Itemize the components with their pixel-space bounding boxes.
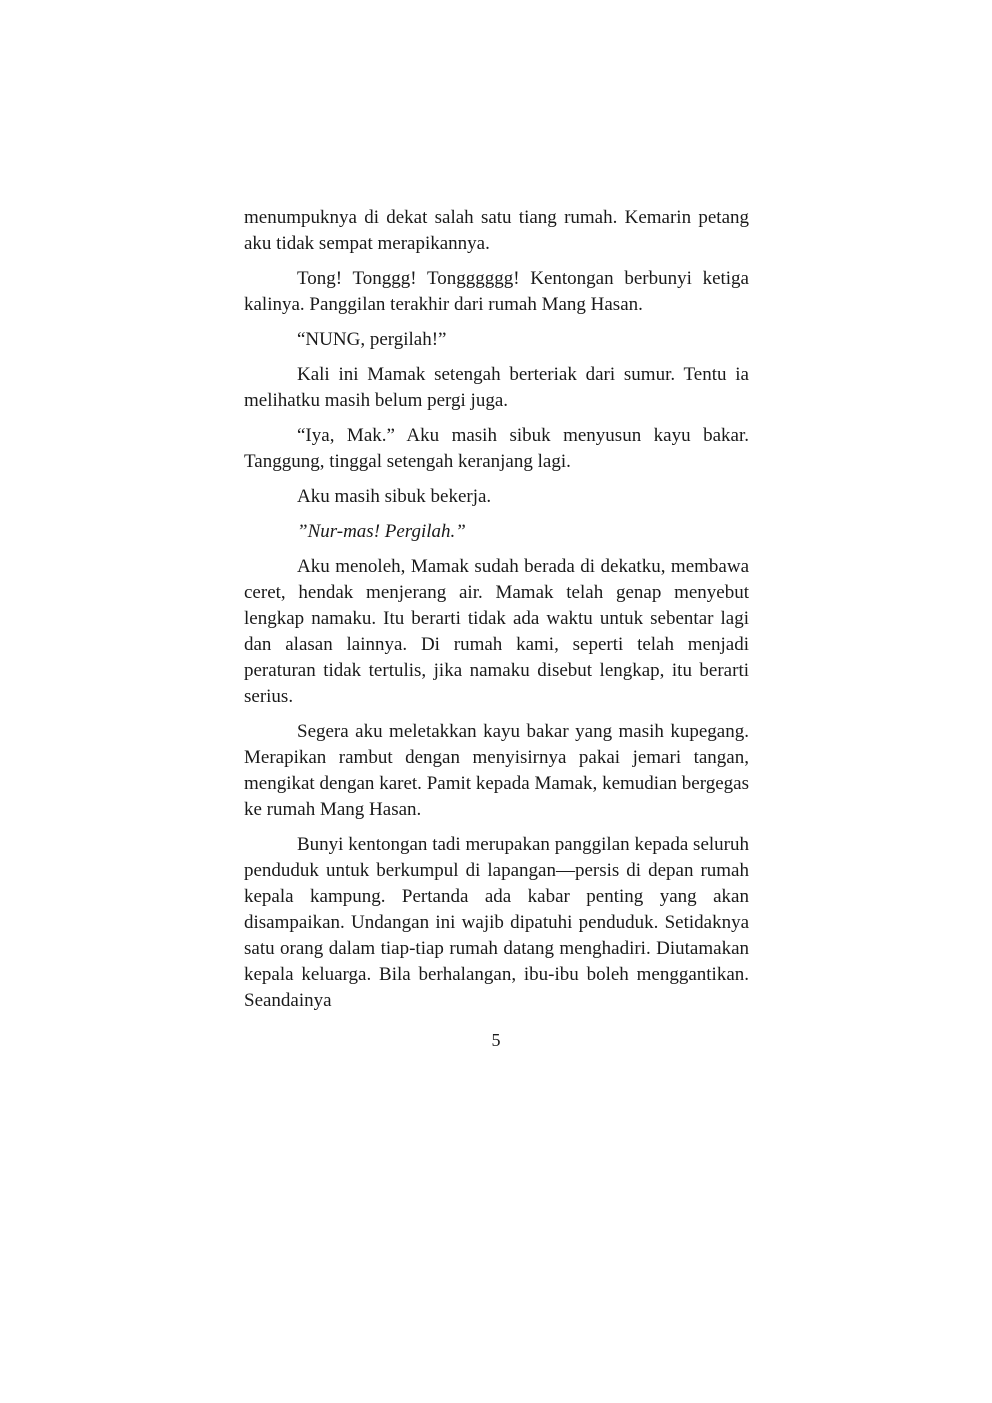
paragraph-kentongan: Tong! Tonggg! Tongggggg! Kentongan berbunyi ketiga kalinya. Panggilan terakhir dari rumah Mang Hasan. bbox=[244, 268, 749, 315]
paragraph-segera: Segera aku meletakkan kayu bakar yang masih kupegang. Merapikan rambut dengan menyisirnya pakai jemari tangan, mengikat dengan karet. Pamit kepada Mamak, kemudian bergegas ke rumah Mang Hasan. bbox=[244, 721, 749, 820]
paragraph-mamak-sumur: Kali ini Mamak setengah berteriak dari sumur. Tentu ia melihatku masih belum pergi juga. bbox=[244, 364, 749, 411]
paragraph-continuation: menumpuknya di dekat salah satu tiang rumah. Kemarin petang aku tidak sempat merapikannya. bbox=[244, 207, 749, 254]
paragraph-bunyi-kentongan: Bunyi kentongan tadi merupakan panggilan kepada seluruh penduduk untuk berkumpul di lapangan—persis di depan rumah kepala kampung. Pertanda ada kabar penting yang akan disampaikan. Undangan ini wajib dipatuhi penduduk. Setidaknya satu orang dalam tiap-tiap rumah datang menghadiri. Diutamakan kepala keluarga. Bila berhalangan, ibu-ibu boleh menggantikan. Seandainya bbox=[244, 834, 749, 1011]
page-number: 5 bbox=[491, 1030, 501, 1050]
paragraph-sibuk: Aku masih sibuk bekerja. bbox=[297, 486, 492, 507]
dialogue-nurmas: ”Nur-mas! Pergilah.” bbox=[297, 521, 466, 542]
dialogue-nung: “NUNG, pergilah!” bbox=[297, 329, 447, 350]
paragraph-menoleh: Aku menoleh, Mamak sudah berada di dekatku, membawa ceret, hendak menjerang air. Mamak telah genap menyebut lengkap namaku. Itu berarti tidak ada waktu untuk sebentar lagi dan alasan lainnya. Di rumah kami, seperti telah menjadi peraturan tidak tertulis, jika namaku disebut lengkap, itu berarti serius. bbox=[244, 556, 749, 707]
dialogue-iya-mak: “Iya, Mak.” Aku masih sibuk menyusun kayu bakar. Tanggung, tinggal setengah keranjang lagi. bbox=[244, 425, 749, 472]
body-text bbox=[244, 205, 749, 1023]
